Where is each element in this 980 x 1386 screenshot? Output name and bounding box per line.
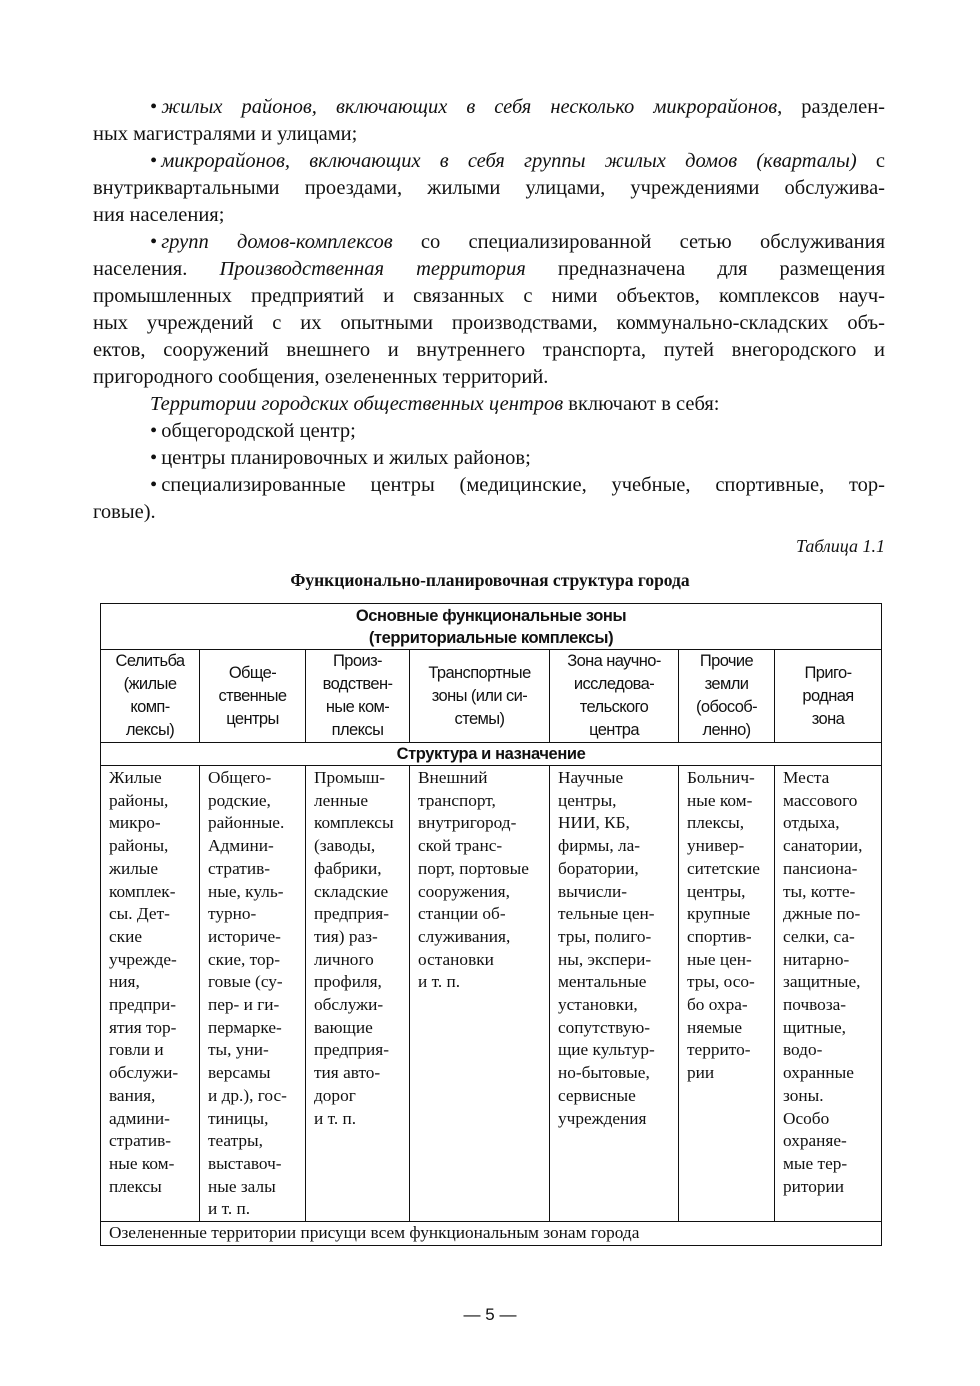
text-line bbox=[93, 499, 885, 526]
text-segment: ектов, сооружений внешнего и внутреннего транспорта, путей внегородского и bbox=[93, 339, 885, 361]
page-number: — 5 — bbox=[463, 1305, 517, 1324]
text-line bbox=[93, 364, 885, 391]
text-segment: промышленных предприятий и связанных с ними объектов, комплексов науч- bbox=[93, 285, 885, 307]
text-segment: ных учреждений с их опытными производствами, коммунально-складских объ- bbox=[93, 312, 885, 334]
text-segment: предназначена для размещения bbox=[525, 258, 886, 280]
text-line bbox=[93, 337, 885, 364]
bullet-icon: • bbox=[150, 447, 158, 469]
italic-term: групп домов-комплексов bbox=[161, 231, 393, 253]
text-line bbox=[93, 310, 885, 337]
section-header: Структура и назначение bbox=[101, 743, 882, 766]
column-header: Приго- родная зона bbox=[775, 650, 882, 743]
column-header: Зона научно- исследова- тельского центра bbox=[550, 650, 679, 743]
text-segment: ния населения; bbox=[93, 204, 225, 226]
body-text bbox=[93, 94, 885, 526]
table-cell: Промыш- ленные комплексы (заводы, фабрики, складские предприя- тия) раз- личного профиля, обслужи- вающие предприя- тия авто- дорог и т. п. bbox=[306, 766, 410, 1222]
italic-term: микрорайонов, включающих в себя группы жилых домов (кварталы) bbox=[161, 150, 857, 172]
paragraph bbox=[93, 472, 885, 526]
text-line bbox=[93, 283, 885, 310]
italic-term: Территории городских общественных центров bbox=[150, 393, 564, 415]
text-segment: говые). bbox=[93, 501, 156, 523]
paragraph bbox=[93, 445, 885, 472]
bullet-icon: • bbox=[150, 96, 158, 118]
italic-term: Производственная территория bbox=[219, 258, 526, 280]
column-header: Прочие земли (обособ- ленно) bbox=[679, 650, 775, 743]
paragraph bbox=[93, 94, 885, 148]
text-segment: со специализированной сетью обслуживания bbox=[392, 231, 886, 253]
text-line bbox=[93, 256, 885, 283]
text-line bbox=[93, 445, 885, 472]
text-segment: включают в себя: bbox=[563, 393, 720, 415]
column-header: Обще- ственные центры bbox=[200, 650, 306, 743]
paragraph bbox=[93, 391, 885, 418]
table-number: Таблица 1.1 bbox=[795, 536, 885, 556]
paragraph bbox=[93, 229, 885, 391]
table-cell: Научные центры, НИИ, КБ, фирмы, ла- боратории, вычисли- тельные цен- тры, полиго- ны, экспери- ментальные установки, сопутствую- щие культур- но-бытовые, сервисные учреждения bbox=[550, 766, 679, 1222]
table-row bbox=[101, 766, 882, 1222]
bullet-icon: • bbox=[150, 420, 158, 442]
text-line bbox=[93, 229, 885, 256]
bullet-icon: • bbox=[150, 231, 158, 253]
text-segment: , разделен- bbox=[777, 96, 885, 118]
text-line bbox=[93, 148, 885, 175]
column-header: Селитьба (жилые комп- лексы) bbox=[101, 650, 200, 743]
table-cell: Жилые районы, микро- районы, жилые комплек- сы. Дет- ские учрежде- ния, предпри- ятия тор- говли и обслужи- вания, админи- стратив- ные ком- плексы bbox=[101, 766, 200, 1222]
text-line bbox=[93, 202, 885, 229]
text-line bbox=[93, 418, 885, 445]
functional-structure-table bbox=[100, 603, 882, 1246]
text-line bbox=[93, 94, 885, 121]
text-segment: населения. bbox=[93, 258, 220, 280]
paragraph bbox=[93, 418, 885, 445]
table-cell: Общего- родские, районные. Админи- стратив- ные, куль- турно- историче- ские, тор- говые (су- пер- и ги- пермарке- ты, уни- версамы и др.), гос- тиницы, театры, выставоч- ные залы и т. п. bbox=[200, 766, 306, 1222]
text-line bbox=[93, 472, 885, 499]
column-header: Произ- водствен- ные ком- плексы bbox=[306, 650, 410, 743]
table-footer: Озелененные территории присущи всем функциональным зонам города bbox=[101, 1222, 882, 1246]
text-segment: ных магистралями и улицами; bbox=[93, 123, 358, 145]
text-segment: внутриквартальными проездами, жилыми улицами, учреждениями обслужива- bbox=[93, 177, 885, 199]
bullet-icon: • bbox=[150, 474, 158, 496]
text-segment: пригородного сообщения, озелененных территорий. bbox=[93, 366, 549, 388]
table-cell: Внешний транспорт, внутригород- ской транс- порт, портовые сооружения, станции об- служивания, остановки и т. п. bbox=[410, 766, 550, 1222]
italic-term: жилых районов, включающих в себя несколько микрорайонов bbox=[161, 96, 778, 118]
table-cell: Места массового отдыха, санатории, пансиона- ты, котте- джные по- селки, са- нитарно- защитные, почвоза- щитные, водо- охранные зоны. Особо охраняе- мые тер- ритории bbox=[775, 766, 882, 1222]
text-segment: специализированные центры (медицинские, учебные, спортивные, тор- bbox=[161, 474, 885, 496]
group-header: Основные функциональные зоны (территориальные комплексы) bbox=[101, 604, 882, 650]
bullet-icon: • bbox=[150, 150, 158, 172]
table-caption: Функционально-планировочная структура города bbox=[290, 570, 690, 590]
text-segment: с bbox=[856, 150, 885, 172]
text-segment: общегородской центр; bbox=[161, 420, 356, 442]
text-line bbox=[93, 121, 885, 148]
paragraph bbox=[93, 148, 885, 229]
text-line bbox=[93, 175, 885, 202]
text-segment: центры планировочных и жилых районов; bbox=[161, 447, 531, 469]
column-header: Транспортные зоны (или си- стемы) bbox=[410, 650, 550, 743]
table-cell: Больнич- ные ком- плексы, универ- ситетские центры, крупные спортив- ные цен- тры, осо- бо охра- няемые террито- рии bbox=[679, 766, 775, 1222]
text-line bbox=[93, 391, 885, 418]
